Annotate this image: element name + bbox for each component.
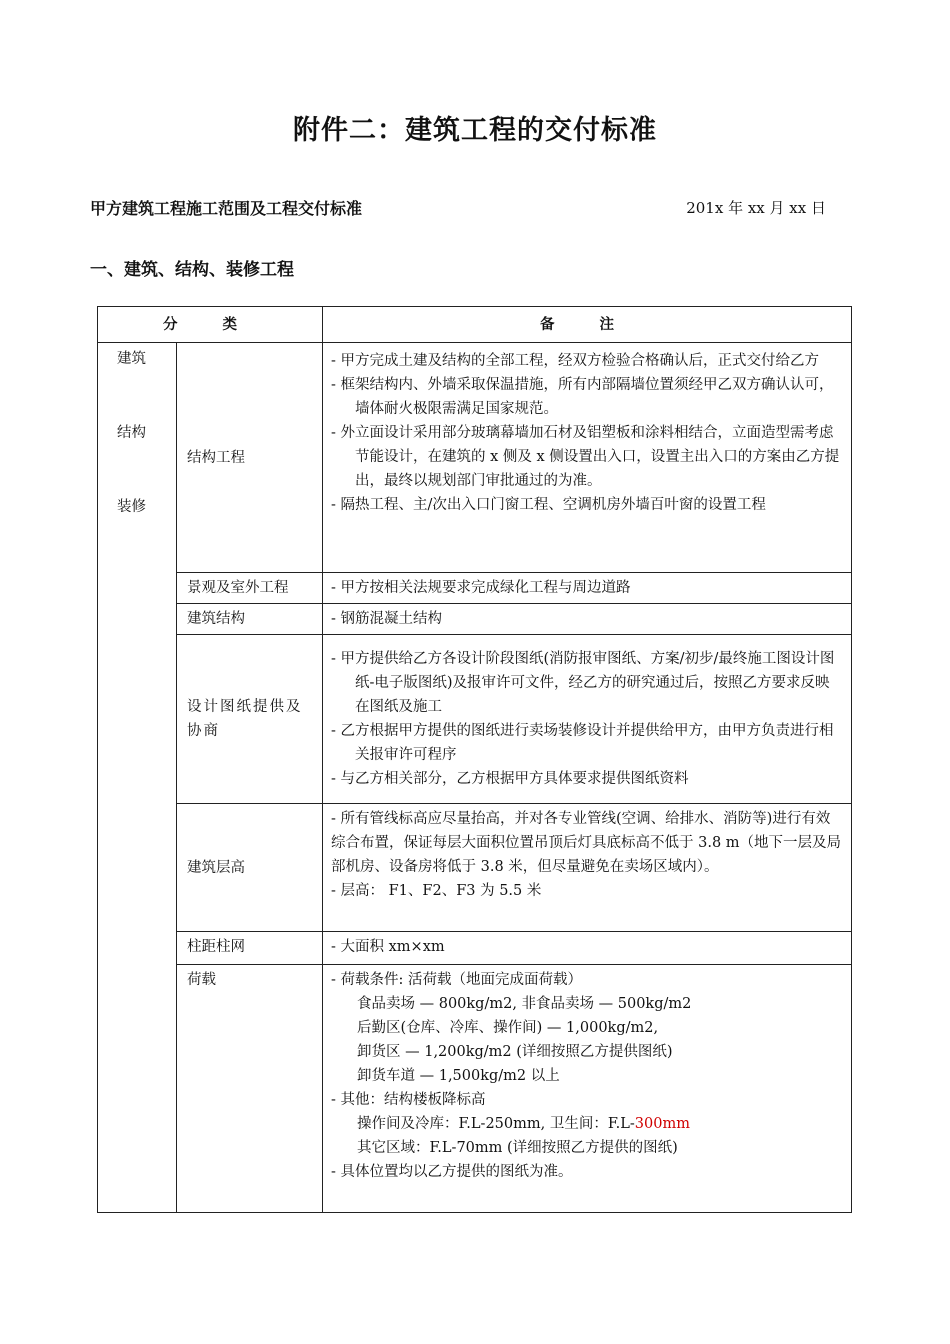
category-label: 结构 xyxy=(117,425,146,441)
row-name: 建筑结构 xyxy=(177,604,323,635)
table-row xyxy=(98,932,852,965)
note-line: - 隔热工程、主/次出入口门窗工程、空调机房外墙百叶窗的设置工程 xyxy=(331,497,766,513)
note-line: - 荷载条件: 活荷载（地面完成面荷载） xyxy=(331,972,583,988)
note-line: - 大面积 xm×xm xyxy=(331,939,445,955)
row-note xyxy=(323,635,852,804)
highlight-value: 300mm xyxy=(634,1116,690,1132)
note-line: - 乙方根据甲方提供的图纸进行卖场装修设计并提供给甲方，由甲方负责进行相关报审许可程序 xyxy=(331,723,834,763)
row-name: 建筑层高 xyxy=(177,804,323,932)
note-line: - 甲方完成土建及结构的全部工程，经双方检验合格确认后，正式交付给乙方 xyxy=(331,353,820,369)
section-heading: 一、建筑、结构、装修工程 xyxy=(90,260,294,280)
row-note xyxy=(323,573,852,604)
row-note xyxy=(323,343,852,573)
table-row xyxy=(98,343,852,573)
row-note xyxy=(323,965,852,1213)
table-row xyxy=(98,635,852,804)
note-line: 后勤区(仓库、冷库、操作间) — 1,000kg/m2, xyxy=(357,1020,659,1036)
note-line xyxy=(331,1112,843,1136)
row-name: 景观及室外工程 xyxy=(177,573,323,604)
table-row xyxy=(98,804,852,932)
note-line: - 其他：结构楼板降标高 xyxy=(331,1092,486,1108)
document-date: 201x 年 xx 月 xx 日 xyxy=(686,199,826,217)
row-name: 结构工程 xyxy=(177,343,323,573)
category-cell xyxy=(98,343,177,1213)
category-label: 建筑 xyxy=(117,351,146,367)
note-line: 卸货车道 — 1,500kg/m2 以上 xyxy=(357,1068,560,1084)
row-name: 柱距柱网 xyxy=(177,932,323,965)
header-category: 分 类 xyxy=(98,307,323,343)
table-header-row xyxy=(98,307,852,343)
note-line: 其它区域：F.L-70mm (详细按照乙方提供的图纸) xyxy=(357,1140,678,1156)
note-line: - 框架结构内、外墙采取保温措施，所有内部隔墙位置须经甲乙双方确认认可，墙体耐火极限需满足国家规范。 xyxy=(331,377,834,417)
table-row xyxy=(98,965,852,1213)
row-note xyxy=(323,804,852,932)
note-line: - 具体位置均以乙方提供的图纸为准。 xyxy=(331,1164,573,1180)
note-line: - 外立面设计采用部分玻璃幕墙加石材及铝塑板和涂料相结合，立面造型需考虑节能设计，在建筑的 x 侧及 x 侧设置出入口，设置主出入口的方案由乙方提出，最终以规划部门审批通过的为准。 xyxy=(331,425,840,489)
row-note xyxy=(323,932,852,965)
note-line: - 所有管线标高应尽量抬高，并对各专业管线(空调、给排水、消防等)进行有效综合布置，保证每层大面积位置吊顶后灯具底标高不低于 3.8 m（地下一层及局部机房、设备房将低于 3.8 米，但尽量避免在卖场区域内）。 xyxy=(331,811,842,875)
note-line: 卸货区 — 1,200kg/m2 (详细按照乙方提供图纸) xyxy=(357,1044,673,1060)
note-line: - 甲方按相关法规要求完成绿化工程与周边道路 xyxy=(331,580,631,596)
category-label: 装修 xyxy=(117,499,146,515)
header-notes: 备 注 xyxy=(323,307,852,343)
note-line: 食品卖场 — 800kg/m2, 非食品卖场 — 500kg/m2 xyxy=(357,996,692,1012)
delivery-standard-table xyxy=(97,306,852,1213)
table-row xyxy=(98,604,852,635)
note-line: - 与乙方相关部分，乙方根据甲方具体要求提供图纸资料 xyxy=(331,771,689,787)
note-line: - 甲方提供给乙方各设计阶段图纸(消防报审图纸、方案/初步/最终施工图设计图纸-电子版图纸)及报审许可文件，经乙方的研究通过后，按照乙方要求反映在图纸及施工 xyxy=(331,651,835,715)
row-note xyxy=(323,604,852,635)
note-line: - 钢筋混凝土结构 xyxy=(331,611,443,627)
document-subtitle: 甲方建筑工程施工范围及工程交付标准 xyxy=(90,199,363,218)
note-text: 操作间及冷库：F.L-250mm, 卫生间：F.L- xyxy=(357,1116,635,1132)
note-line: - 层高： F1、F2、F3 为 5.5 米 xyxy=(331,883,542,899)
row-name: 设计图纸提供及协商 xyxy=(177,635,323,804)
page-title: 附件二：建筑工程的交付标准 xyxy=(293,115,657,146)
table-row xyxy=(98,573,852,604)
row-name: 荷载 xyxy=(177,965,323,1213)
